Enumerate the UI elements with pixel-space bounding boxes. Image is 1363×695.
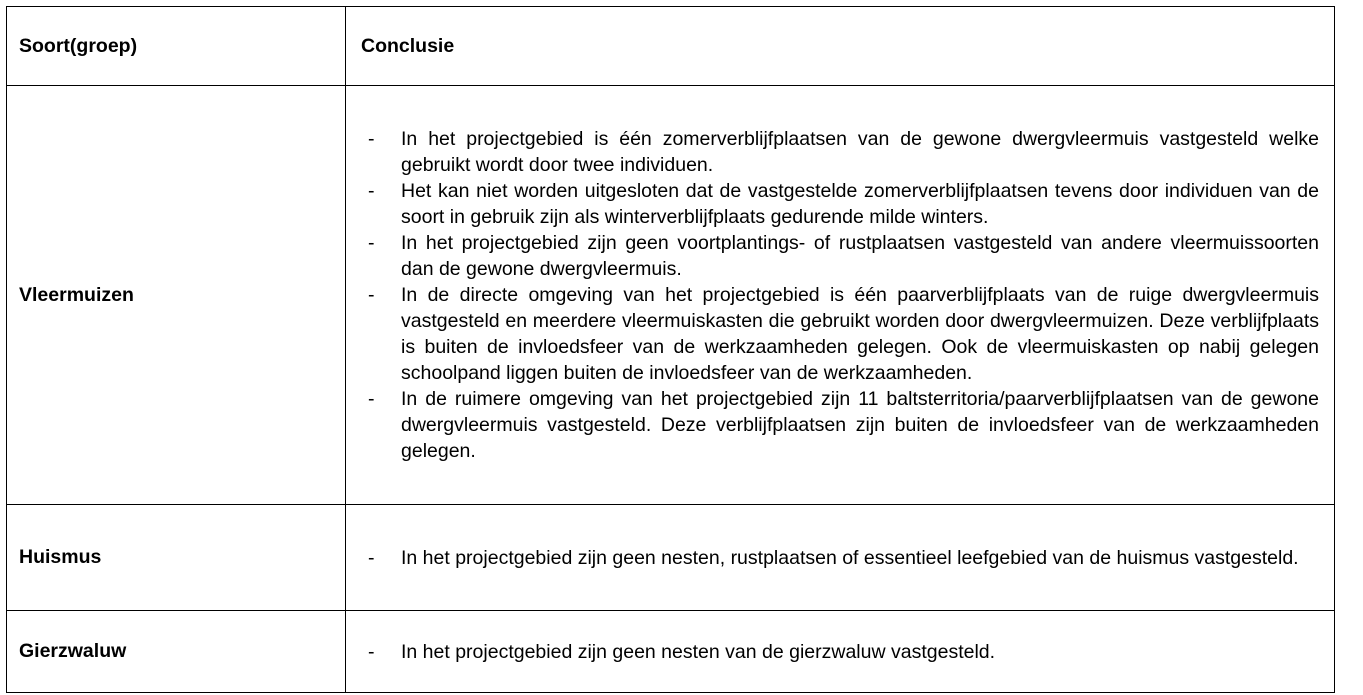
list-item [368,126,1319,178]
list-item [368,639,1319,665]
table-row [7,86,1335,505]
group-cell: Huismus [7,505,346,611]
conclusion-cell [346,505,1335,611]
list-item [368,545,1319,571]
list-item [368,282,1319,386]
list-item [368,230,1319,282]
conclusion-list [368,639,1319,665]
bullet-text: In het projectgebied zijn geen nesten van de gierzwaluw vastgesteld. [401,640,996,663]
list-item [368,386,1319,464]
bullet-text: In het projectgebied is één zomerverblijfplaatsen van de gewone dwergvleermuis vastgesteld welke gebruikt wordt door twee individuen. [401,128,1319,176]
header-soortgroep: Soort(groep) [7,7,346,86]
conclusion-list [368,126,1319,464]
dash-marker: - [368,232,375,254]
conclusion-cell [346,86,1335,505]
bullet-text: Het kan niet worden uitgesloten dat de vastgestelde zomerverblijfplaatsen tevens door individuen van de soort in gebruik zijn als winterverblijfplaats gedurende milde winters. [401,180,1319,228]
bullet-text: In het projectgebied zijn geen nesten, rustplaatsen of essentieel leefgebied van de huismus vastgesteld. [401,546,1299,569]
group-cell: Vleermuizen [7,86,346,505]
table-row [7,611,1335,693]
dash-marker: - [368,128,375,150]
dash-marker: - [368,388,375,410]
dash-marker: - [368,640,375,663]
bullet-text: In de directe omgeving van het projectgebied is één paarverblijfplaats van de ruige dwergvleermuis vastgesteld en meerdere vleermuiskasten die gebruikt worden door dwergvleermuizen. Deze verblijfplaats is buiten de invloedsfeer van de werkzaamheden gelegen. Ook de vleermuiskasten op nabij gelegen schoolpand liggen buiten de invloedsfeer van de werkzaamheden. [401,284,1319,384]
conclusion-cell [346,611,1335,693]
list-item [368,178,1319,230]
conclusion-list [368,545,1319,571]
table-header-row [7,7,1335,86]
conclusion-table [6,6,1335,693]
header-conclusie: Conclusie [346,7,1335,86]
table-row [7,505,1335,611]
bullet-text: In het projectgebied zijn geen voortplantings- of rustplaatsen vastgesteld van andere vleermuissoorten dan de gewone dwergvleermuis. [401,232,1319,280]
dash-marker: - [368,546,375,569]
dash-marker: - [368,180,375,202]
dash-marker: - [368,284,375,306]
group-cell: Gierzwaluw [7,611,346,693]
bullet-text: In de ruimere omgeving van het projectgebied zijn 11 baltsterritoria/paarverblijfplaatsen van de gewone dwergvleermuis vastgesteld. Deze verblijfplaatsen zijn buiten de invloedsfeer van de werkzaamheden gelegen. [401,388,1319,462]
